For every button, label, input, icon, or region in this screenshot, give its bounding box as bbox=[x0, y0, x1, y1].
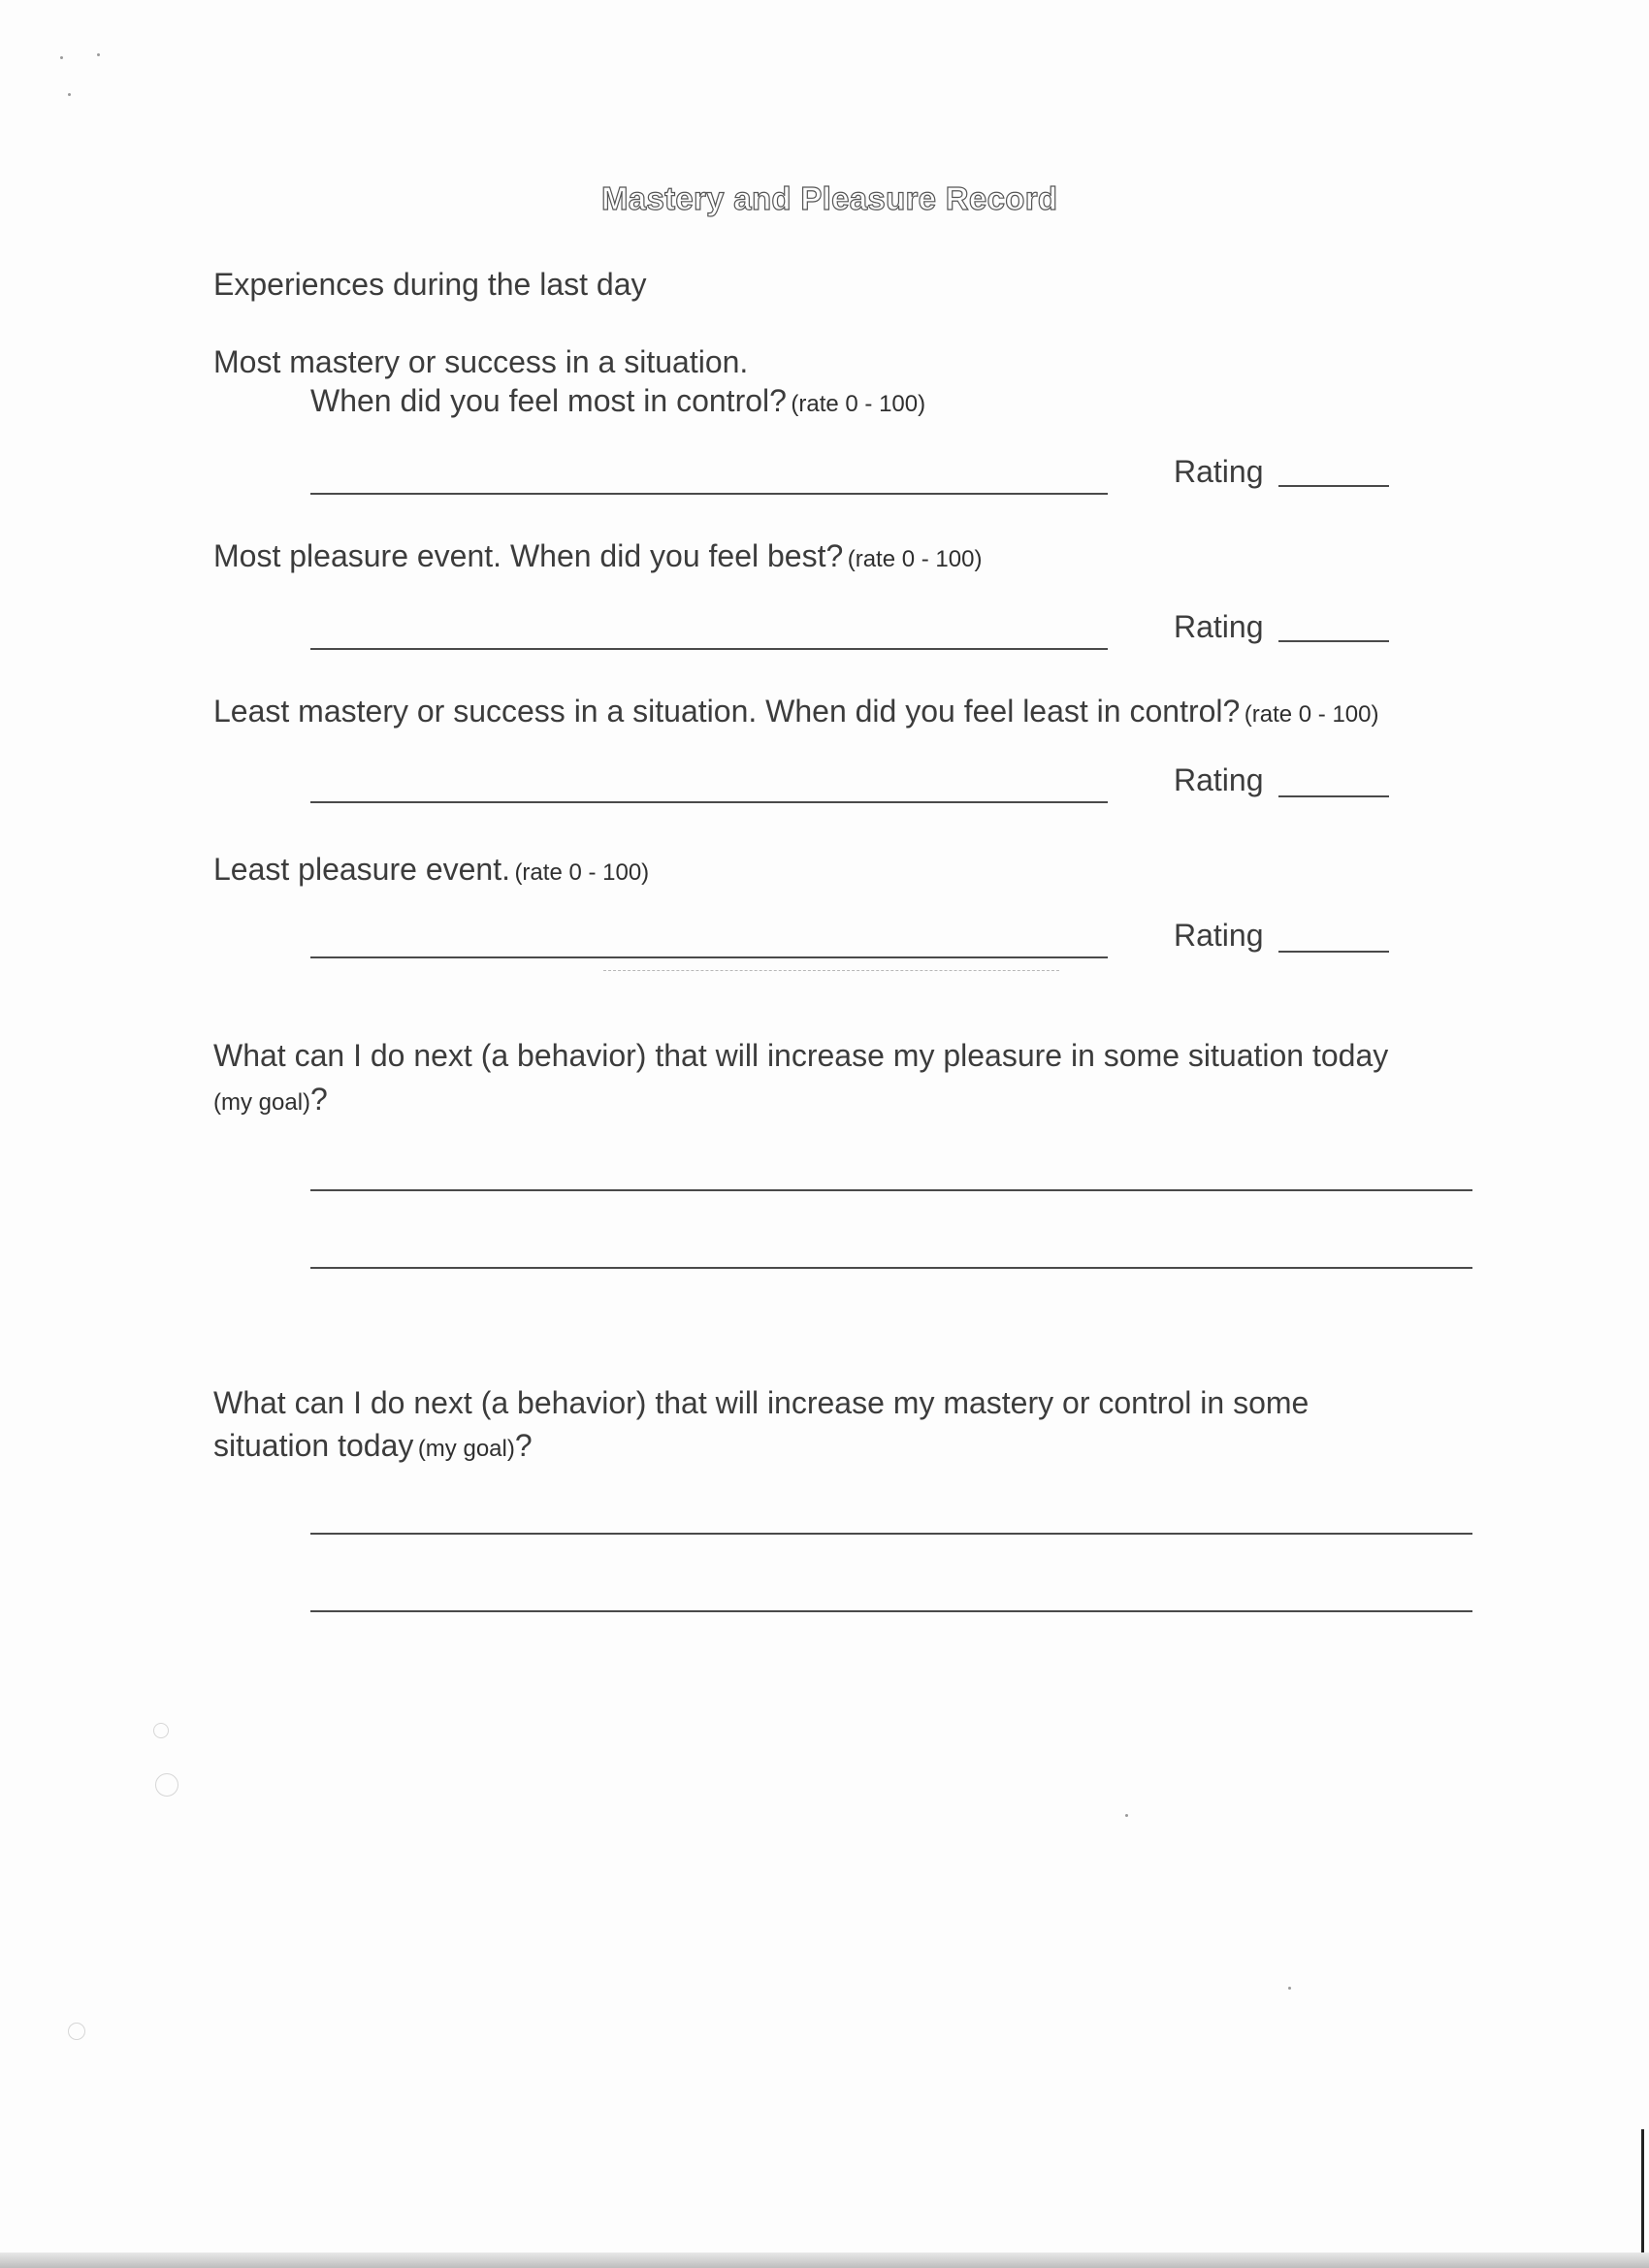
scan-speck bbox=[60, 56, 63, 59]
goal-2-answer-line-2[interactable] bbox=[310, 1610, 1472, 1612]
goal-1-question-mark: ? bbox=[310, 1082, 328, 1117]
section-2-rating-blank[interactable] bbox=[1278, 640, 1389, 642]
scan-edge-mark bbox=[1641, 2129, 1644, 2255]
section-4-rating-blank[interactable] bbox=[1278, 951, 1389, 953]
document-title: Mastery and Pleasure Record bbox=[601, 180, 1058, 216]
punch-hole-mark bbox=[153, 1723, 169, 1738]
punch-hole-mark bbox=[155, 1773, 178, 1797]
section-1-answer-line[interactable] bbox=[310, 493, 1108, 495]
section-3-question-text: Least mastery or success in a situation. When did you feel least in control? bbox=[213, 694, 1241, 729]
section-4-question-text: Least pleasure event. bbox=[213, 852, 510, 887]
section-1-question-text: When did you feel most in control? bbox=[310, 383, 787, 418]
section-3-rating-label: Rating bbox=[1174, 762, 1264, 797]
scan-speck bbox=[1125, 1814, 1128, 1817]
section-1-rate-note: (rate 0 - 100) bbox=[791, 391, 926, 417]
goal-2-question-mark: ? bbox=[514, 1428, 533, 1463]
section-3-answer-line[interactable] bbox=[310, 801, 1108, 803]
section-4-rate-note: (rate 0 - 100) bbox=[514, 859, 650, 886]
goal-2-note: (my goal) bbox=[417, 1436, 515, 1462]
punch-hole-mark bbox=[68, 2023, 85, 2040]
section-2-rate-note: (rate 0 - 100) bbox=[847, 546, 983, 572]
section-1-rating-blank[interactable] bbox=[1278, 485, 1389, 487]
scan-speck bbox=[1288, 1987, 1291, 1990]
goal-2-question: What can I do next (a behavior) that will increase my mastery or control in some bbox=[213, 1385, 1310, 1420]
section-3-rate-note: (rate 0 - 100) bbox=[1244, 701, 1379, 728]
goal-2-answer-line-1[interactable] bbox=[310, 1533, 1472, 1535]
section-2-answer-line[interactable] bbox=[310, 648, 1108, 650]
section-2-heading bbox=[213, 538, 982, 574]
section-4-answer-line[interactable] bbox=[310, 956, 1108, 958]
section-1-heading: Most mastery or success in a situation. bbox=[213, 344, 749, 379]
scan-speck bbox=[68, 93, 71, 96]
goal-1-question: What can I do next (a behavior) that will increase my pleasure in some situation today bbox=[213, 1038, 1389, 1073]
section-1-rating-label: Rating bbox=[1174, 454, 1264, 489]
goal-2-question-continued: situation today bbox=[213, 1428, 414, 1463]
scan-bottom-edge bbox=[0, 2252, 1649, 2268]
section-4-heading bbox=[213, 852, 649, 888]
section-2-rating-label: Rating bbox=[1174, 609, 1264, 644]
section-3-heading bbox=[213, 694, 1379, 729]
section-1-question bbox=[310, 383, 925, 419]
goal-1-note: (my goal) bbox=[213, 1089, 311, 1116]
goal-1-answer-line-1[interactable] bbox=[310, 1189, 1472, 1191]
section-2-question-text: Most pleasure event. When did you feel best? bbox=[213, 538, 844, 573]
goal-1-note-line bbox=[213, 1082, 328, 1118]
section-4-rating-label: Rating bbox=[1174, 918, 1264, 953]
goal-2-question-line-2 bbox=[213, 1428, 533, 1464]
intro-text: Experiences during the last day bbox=[213, 267, 647, 302]
goal-1-answer-line-2[interactable] bbox=[310, 1267, 1472, 1269]
faint-divider-line bbox=[603, 970, 1059, 971]
scan-speck bbox=[97, 53, 100, 56]
section-3-rating-blank[interactable] bbox=[1278, 795, 1389, 797]
